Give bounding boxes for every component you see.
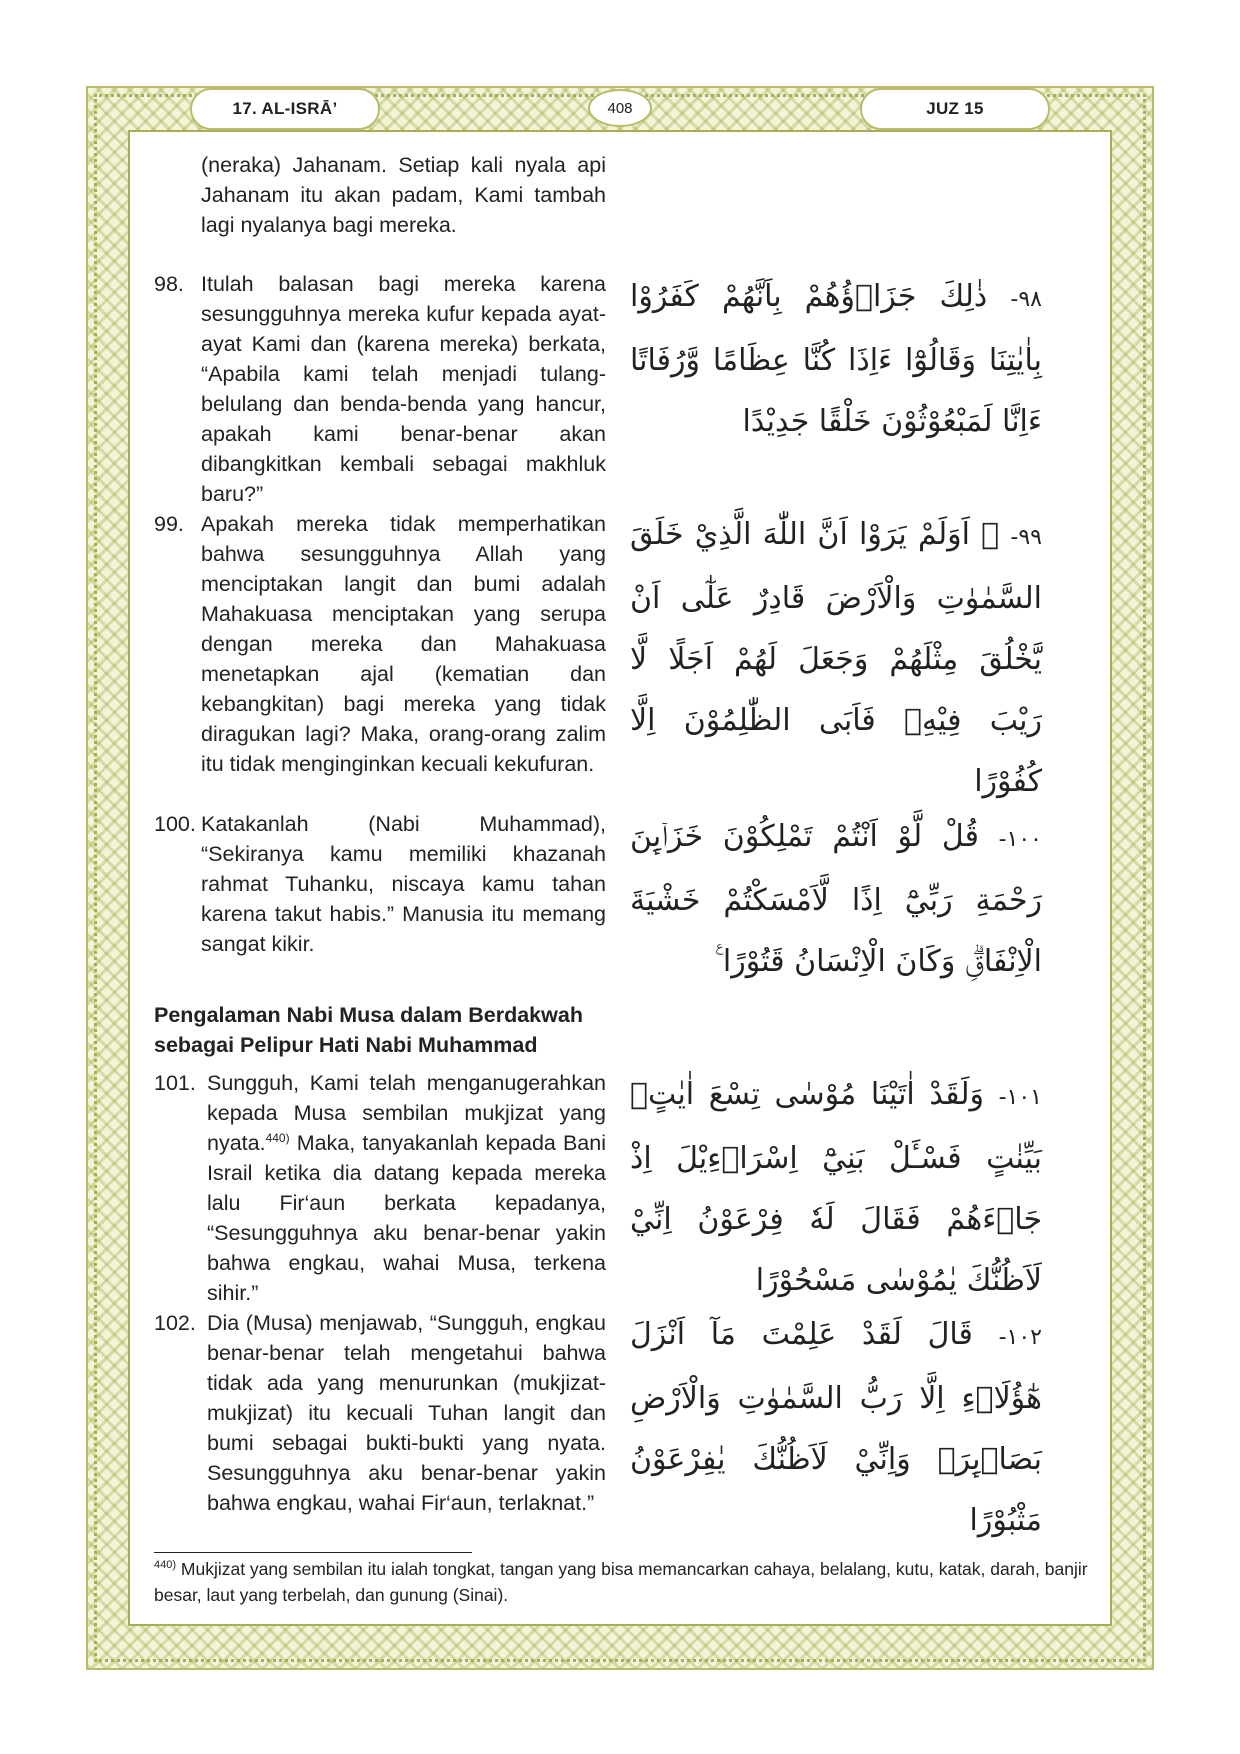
section-heading <box>154 1000 614 1060</box>
verse-number: 101. <box>154 1071 196 1095</box>
footnote-divider <box>154 1552 472 1553</box>
arabic-verse-number: ١٠١- <box>998 1085 1042 1110</box>
section-heading-line2: sebagai Pelipur Hati Nabi Muhammad <box>154 1033 538 1057</box>
verse-number: 98. <box>154 272 184 296</box>
arabic-verse-102 <box>630 1304 1042 1551</box>
translation-verse-99 <box>154 509 606 779</box>
translation-continuation <box>154 150 606 240</box>
translation-verse-100 <box>154 809 606 959</box>
translation-text: Dia (Musa) menjawab, “Sungguh, engkau benar-benar telah mengetahui bahwa tidak ada yang menurunkan (mukjizat-mukjizat) itu kecuali Tuhan langit dan bumi sebagai bukti-bukti yang nyata. Sesungguhnya aku benar-benar yakin bahwa engkau, wahai Fir‘aun, terlaknat.” <box>207 1311 606 1515</box>
arabic-text: قَالَ لَقَدْ عَلِمْتَ مَآ اَنْزَلَ هٰٓؤُلَاۤءِ اِلَّا رَبُّ السَّمٰوٰتِ وَالْاَرْضِ بَصَاۤىِٕرَۚ وَاِنِّيْ لَاَظُنُّكَ يٰفِرْعَوْنُ مَثْبُوْرًا <box>630 1317 1042 1538</box>
arabic-verse-number: ١٠٠- <box>998 827 1042 852</box>
translation-text-part2: Maka, tanyakanlah kepada Bani Israil ketika dia datang kepada mereka lalu Fir‘aun berkata kepadanya, “Sesungguhnya aku benar-benar yakin bahwa engkau, wahai Musa, terkena sihir.” <box>207 1131 606 1305</box>
translation-text: Katakanlah (Nabi Muhammad), “Sekiranya kamu memiliki khazanah rahmat Tuhanku, niscaya kamu tahan karena takut habis.” Manusia itu memang sangat kikir. <box>201 812 606 956</box>
arabic-verse-number: ٩٨- <box>1010 287 1042 312</box>
translation-text: Itulah balasan bagi mereka karena sesungguhnya mereka kufur kepada ayat-ayat Kami dan (karena mereka) berkata, “Apabila kami telah menjadi tulang-belulang dan benda-benda yang hancur, apakah kami benar-benar akan dibangkitkan kembali sebagai makhluk baru?” <box>201 272 606 506</box>
arabic-verse-98 <box>630 266 1042 452</box>
translation-verse-101 <box>154 1068 606 1308</box>
verse-number: 102. <box>154 1311 196 1335</box>
arabic-text: وَلَقَدْ اٰتَيْنَا مُوْسٰى تِسْعَ اٰيٰتٍۢ بَيِّنٰتٍ فَسْـَٔلْ بَنِيْٓ اِسْرَاۤءِيْلَ اِذْ جَاۤءَهُمْ فَقَالَ لَهٗ فِرْعَوْنُ اِنِّيْ لَاَظُنُّكَ يٰمُوْسٰى مَسْحُوْرًا <box>630 1077 1042 1298</box>
translation-text: Apakah mereka tidak memperhatikan bahwa sesungguhnya Allah yang menciptakan langit dan bumi adalah Mahakuasa menciptakan yang serupa dengan mereka dan Mahakuasa menetapkan ajal (kematian dan kebangkitan) bagi mereka yang tidak diragukan lagi? Maka, orang-orang zalim itu tidak menginginkan kecuali kekufuran. <box>201 512 606 776</box>
footnote-reference[interactable]: 440) <box>265 1130 290 1145</box>
arabic-text: ۞ اَوَلَمْ يَرَوْا اَنَّ اللّٰهَ الَّذِيْ خَلَقَ السَّمٰوٰتِ وَالْاَرْضَ قَادِرٌ عَلٰٓى اَنْ يَّخْلُقَ مِثْلَهُمْ وَجَعَلَ لَهُمْ اَجَلًا لَّا رَيْبَ فِيْهِۗ فَاَبَى الظّٰلِمُوْنَ اِلَّا كُفُوْرًا <box>630 517 1042 799</box>
translation-text <box>207 1068 606 1308</box>
arabic-verse-number: ٩٩- <box>1010 525 1042 550</box>
arabic-verse-101 <box>630 1064 1042 1311</box>
arabic-text: قُلْ لَّوْ اَنْتُمْ تَمْلِكُوْنَ خَزَاۤىِٕنَ رَحْمَةِ رَبِّيْٓ اِذًا لَّاَمْسَكْتُمْ خَشْيَةَ الْاِنْفَاقِۗ وَكَانَ الْاِنْسَانُ قَتُوْرًا ࣖ <box>630 819 1042 979</box>
footnote-number: 440) <box>154 1559 177 1572</box>
arabic-verse-number: ١٠٢- <box>998 1325 1042 1350</box>
footnote-text: Mukjizat yang sembilan itu ialah tongkat, tangan yang bisa memancarkan cahaya, belalang, kutu, katak, darah, banjir besar, laut yang terbelah, dan gunung (Sinai). <box>154 1559 1088 1605</box>
arabic-verse-100 <box>630 806 1042 992</box>
surah-title: 17. AL-ISRĀ’ <box>190 88 380 130</box>
translation-verse-102 <box>154 1308 606 1518</box>
verse-number: 99. <box>154 512 184 536</box>
continuation-text: (neraka) Jahanam. Setiap kali nyala api Jahanam itu akan padam, Kami tambah lagi nyalanya bagi mereka. <box>201 153 606 237</box>
translation-text-part1: Sungguh, Kami telah menganugerahkan kepada Musa sembilan mukjizat yang nyata. <box>207 1071 606 1155</box>
translation-verse-98 <box>154 269 606 509</box>
arabic-text: ذٰلِكَ جَزَاۤؤُهُمْ بِاَنَّهُمْ كَفَرُوْا بِاٰيٰتِنَا وَقَالُوْٓا ءَاِذَا كُنَّا عِظَامًا وَّرُفَاتًا ءَاِنَّا لَمَبْعُوْثُوْنَ خَلْقًا جَدِيْدًا <box>630 279 1042 439</box>
arabic-verse-99 <box>630 504 1042 812</box>
section-heading-line1: Pengalaman Nabi Musa dalam Berdakwah <box>154 1003 583 1027</box>
page-number: 408 <box>588 89 652 127</box>
verse-number: 100. <box>154 812 196 836</box>
juz-label: JUZ 15 <box>860 88 1050 130</box>
footnote <box>154 1556 1088 1608</box>
